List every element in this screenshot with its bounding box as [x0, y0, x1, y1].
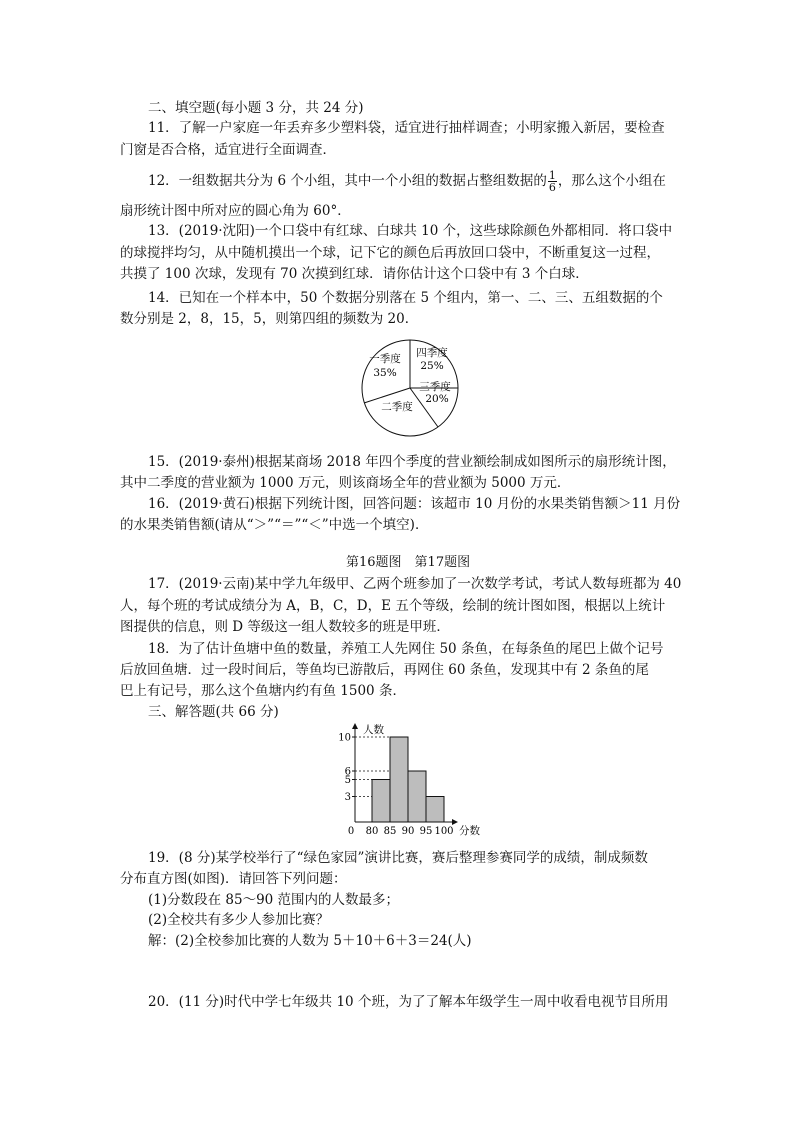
pie-chart — [355, 338, 465, 438]
q19-line1: 19．(8 分)某学校举行了“绿色家园”演讲比赛，赛后整理参赛同学的成绩，制成频数 — [148, 850, 648, 866]
pie-label-q1: 一季度 — [369, 353, 401, 365]
histogram-bar — [426, 797, 444, 823]
q12-text-after: ，那么这个小组在 — [557, 173, 666, 189]
q18-line3: 巴上有记号，那么这个鱼塘内约有鱼 1500 条． — [120, 683, 406, 699]
histogram-y-tick-label: 3 — [344, 792, 351, 803]
q18-line1: 18．为了估计鱼塘中鱼的数量，养殖工人先网住 50 条鱼，在每条鱼的尾巴上做个记号 — [148, 641, 664, 657]
q12-line2: 扇形统计图中所对应的圆心角为 60°． — [120, 203, 351, 219]
pie-label-q2: 二季度 — [381, 401, 413, 413]
fraction — [548, 170, 557, 193]
section3-heading: 三、解答题(共 66 分) — [148, 704, 279, 720]
q17-line2: 人，每个班的考试成绩分为 A，B，C，D，E 五个等级，绘制的统计图如图，根据以上统计 — [120, 598, 666, 614]
q19-line2: 分布直方图(如图)．请回答下列问题： — [120, 871, 347, 887]
fraction-numerator: 1 — [548, 169, 556, 182]
pie-pct-q4: 25% — [420, 360, 444, 372]
histogram-chart — [335, 722, 485, 842]
histogram-x-tick-label: 100 — [434, 826, 454, 837]
q14-line2: 数分别是 2，8，15，5，则第四组的频数为 20． — [120, 311, 419, 327]
q11-line2: 门窗是否合格，适宜进行全面调查． — [120, 142, 336, 158]
histogram-bar — [390, 737, 408, 822]
histogram-y-tick-label: 10 — [338, 732, 351, 744]
q12-text-before: 12．一组数据共分为 6 个小组，其中一个小组的数据占整组数据的 — [148, 173, 547, 189]
q17-line3: 图提供的信息，则 D 等级这一组人数较多的班是甲班． — [120, 619, 450, 635]
fraction-denominator: 6 — [548, 181, 556, 194]
q13-line1: 13．(2019·沈阳)一个口袋中有红球、白球共 10 个，这些球除颜色外都相同．将口袋中 — [148, 223, 673, 239]
histogram-y-tick-label: 5 — [344, 775, 351, 786]
q18-line2: 后放回鱼塘．过一段时间后，等鱼均已游散后，再网住 60 条鱼，发现其中有 2 条鱼的尾 — [120, 662, 649, 678]
q14-line1: 14．已知在一个样本中，50 个数据分别落在 5 个组内，第一、二、三、五组数据的个 — [148, 290, 663, 306]
q12-line1 — [148, 170, 666, 193]
histogram-x-tick-label: 95 — [419, 826, 433, 837]
q16-line1: 16．(2019·黄石)根据下列统计图，回答问题：该超市 10 月份的水果类销售额＞11 月份 — [148, 496, 681, 512]
histogram-x-label: 分数 — [459, 825, 480, 837]
histogram-y-label: 人数 — [363, 724, 384, 736]
q19-line4: (2)全校共有多少人参加比赛？ — [148, 912, 330, 928]
histogram-x-tick-label: 90 — [401, 826, 415, 837]
q11-line1: 11．了解一户家庭一年丢弃多少塑料袋，适宜进行抽样调查；小明家搬入新居，要检查 — [148, 120, 665, 136]
q17-line1: 17．(2019·云南)某中学九年级甲、乙两个班参加了一次数学考试，考试人数每班都为 40 — [148, 576, 682, 592]
pie-label-q3: 三季度 — [419, 381, 451, 393]
q15-line2: 其中二季度的营业额为 1000 万元，则该商场全年的营业额为 5000 万元． — [120, 475, 571, 491]
q19-line3: (1)分数段在 85～90 范围内的人数最多； — [148, 892, 400, 908]
histogram-x-tick-label: 85 — [383, 826, 397, 837]
histogram-x-tick-label: 80 — [365, 826, 379, 837]
q19-line5: 解：(2)全校参加比赛的人数为 5＋10＋6＋3＝24(人) — [148, 933, 472, 949]
histogram-bar — [372, 780, 390, 823]
q20-line1: 20．(11 分)时代中学七年级共 10 个班，为了了解本年级学生一周中收看电视节目所用 — [148, 994, 669, 1010]
histogram-x-tick-label: 0 — [347, 826, 355, 837]
pie-pct-q1: 35% — [373, 367, 397, 379]
pie-pct-q3: 20% — [425, 393, 449, 405]
histogram-bar — [408, 771, 426, 822]
pie-label-q4: 四季度 — [416, 347, 448, 359]
histogram-y-tick-label: 6 — [344, 766, 351, 778]
section2-heading: 二、填空题(每小题 3 分，共 24 分) — [148, 100, 364, 116]
q16-line2: 的水果类销售额(请从“＞”“＝”“＜”中选一个填空)． — [120, 517, 429, 533]
q13-line3: 共摸了 100 次球，发现有 70 次摸到红球．请你估计这个口袋中有 3 个白球． — [120, 266, 589, 282]
q13-line2: 的球搅拌均匀，从中随机摸出一个球，记下它的颜色后再放回口袋中，不断重复这一过程， — [120, 245, 660, 261]
figure-caption: 第16题图 第17题图 — [346, 555, 471, 570]
q15-line1: 15．(2019·泰州)根据某商场 2018 年四个季度的营业额绘制成如图所示的扇形统计图， — [148, 454, 676, 470]
